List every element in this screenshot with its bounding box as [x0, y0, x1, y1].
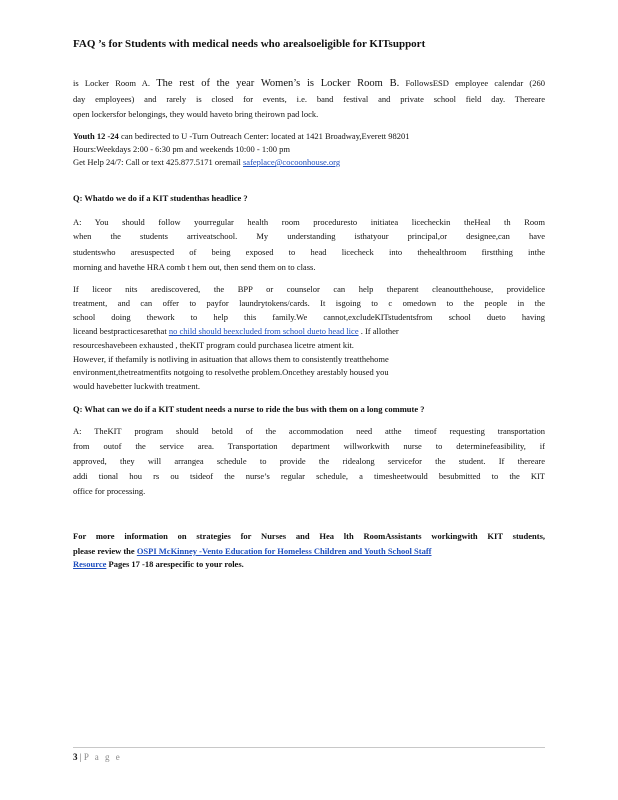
info-line-2: please review the OSPI McKinney -Vento Education for Homeless Children and Youth School Staff	[73, 546, 432, 556]
answer-line: school doing thework to help this family.We cannot,excludeKITstudentsfrom school dueto having	[73, 312, 545, 322]
answer-line: approved, they will arrangea schedule to provide the ridealong servicefor the student. If thereare	[73, 456, 545, 466]
answer-line: If liceor nits arediscovered, the BPP or counselor can help theparent cleanoutthehouse, providelice	[73, 284, 545, 294]
answer-line: resourceshavebeen exhausted , theKIT program could purchasea licetre atment kit.	[73, 340, 354, 350]
locker-room-line-3: open lockersfor belongings, they would haveto bring theirown pad lock.	[73, 109, 319, 119]
youth-line-1: Youth 12 -24 can bedirected to U -Turn Outreach Center: located at 1421 Broadway,Everett 98201	[73, 131, 410, 141]
locker-room-line-2: day employees) and rarely is closed for events, i.e. band festival and private school field day. Thereare	[73, 94, 545, 104]
answer-line: when the students arriveatschool. My understanding isthatyour principal,or designee,can have	[73, 231, 545, 241]
answer-line: A: You should follow yourregular health room proceduresto initiatea licecheckin theHeal th Room	[73, 217, 545, 227]
ospi-resource-link[interactable]: OSPI McKinney -Vento Education for Homeless Children and Youth School Staff	[136, 546, 432, 556]
answer-line: studentswho aresuspected of being exposed to head licecheck into thehealthroom firstthing inthe	[73, 247, 545, 257]
headlice-policy-link[interactable]: no child should beexcluded from school dueto head lice	[168, 326, 359, 336]
page-footer: 3 | P a g e	[73, 752, 122, 762]
answer-line: liceand bestpracticesarethat no child should beexcluded from school dueto head lice . If allother	[73, 326, 399, 336]
question-headlice: Q: Whatdo we do if a KIT studenthas headlice ?	[73, 193, 248, 203]
answer-line: environment,thetreatmentfits notgoing to resolvethe problem.Oncethey arestably housed you	[73, 367, 389, 377]
locker-room-line-1: is Locker Room A. The rest of the year Women’s is Locker Room B. FollowsESD employee calendar (260	[73, 78, 545, 89]
page-title: FAQ ’s for Students with medical needs who arealsoeligible for KITsupport	[73, 38, 426, 50]
answer-line: morning and havethe HRA comb t hem out, then send them on to class.	[73, 262, 316, 272]
info-line-3: Resource Pages 17 -18 arespecific to your roles.	[73, 559, 244, 569]
answer-line: However, if thefamily is notliving in asituation that allows them to consistently treatthehome	[73, 354, 389, 364]
info-line-1: For more information on strategies for Nurses and Hea lth RoomAssistants workingwith KIT students,	[73, 531, 545, 541]
answer-line: addi tional hou rs ou tsideof the nurse’s regular schedule, a timesheetwould besubmitted to the KIT	[73, 471, 545, 481]
youth-help-line: Get Help 24/7: Call or text 425.877.5171 oremail safeplace@cocoonhouse.org	[73, 157, 341, 167]
question-nurse-bus: Q: What can we do if a KIT student needs a nurse to ride the bus with them on a long commute ?	[73, 404, 425, 414]
email-link[interactable]: safeplace@cocoonhouse.org	[242, 157, 341, 167]
youth-hours-line: Hours:Weekdays 2:00 - 6:30 pm and weekends 10:00 - 1:00 pm	[73, 144, 290, 154]
footer-divider	[73, 747, 545, 748]
answer-line: office for processing.	[73, 486, 146, 496]
answer-line: A: TheKIT program should betold of the accommodation need atthe timeof requesting transportation	[73, 426, 545, 436]
answer-line: treatment, and can offer to payfor laundrytokens/cards. It isgoing to c omedown to the people in the	[73, 298, 545, 308]
ospi-resource-link-cont[interactable]: Resource	[73, 559, 107, 569]
answer-line: would havebetter luckwith treatment.	[73, 381, 200, 391]
answer-line: from outof the service area. Transportation department willworkwith nurse to determinefeasibility, if	[73, 441, 545, 451]
